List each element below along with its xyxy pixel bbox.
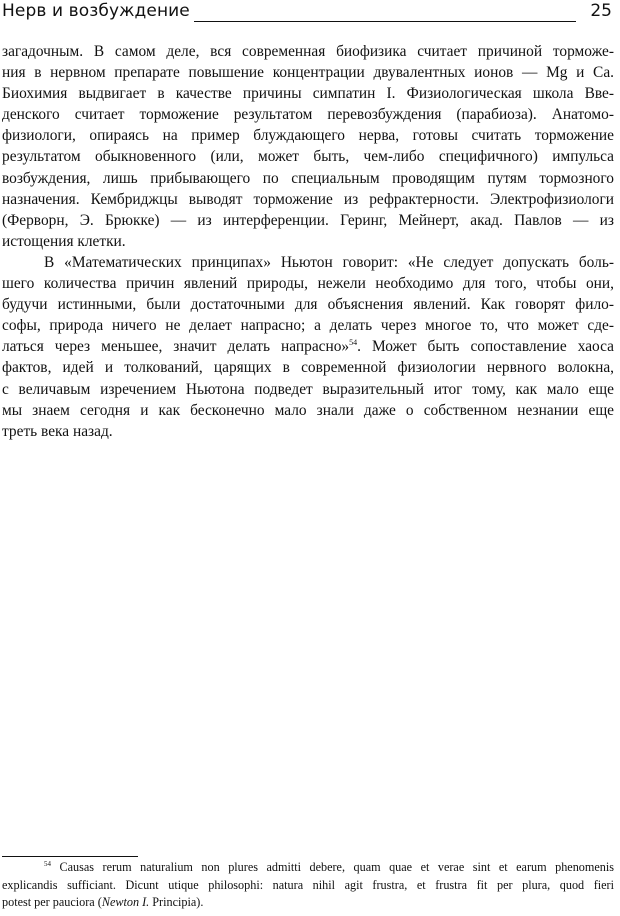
page-header <box>0 0 620 26</box>
text-line: ния в нервном препарате повышение концентрации двувалентных ионов — Mg и Ca. <box>2 64 614 82</box>
footnote-number: 54 <box>44 860 51 868</box>
footnote-rule <box>2 856 138 857</box>
text-line: фактов, идей и толкований, царящих в современной физиологии нервного волокна, <box>2 359 614 377</box>
header-rule <box>194 21 576 22</box>
text-line-with-footnote-ref <box>2 336 614 357</box>
footnote-author: Newton I. <box>101 895 150 910</box>
text-line: В «Математических принципах» Ньютон говорит: «Не следует допускать боль- <box>44 253 614 271</box>
footnote-line <box>2 859 614 877</box>
page-number: 25 <box>590 1 612 21</box>
line-text: латься через меньшее, значит делать напрасно» <box>2 338 350 356</box>
text-line: денского считает торможение результатом перевозбуждения (парабиоза). Анатомо- <box>2 106 614 124</box>
text-line: результатом обыкновенного (или, может быть, чем-либо специфичного) импульса <box>2 148 614 166</box>
footnote-line: explicandis sufficiant. Dicunt utique philosophi: natura nihil agit frustra, et frustra fit per plura, quod fieri <box>2 877 614 892</box>
main-text <box>2 41 614 442</box>
line-text: Principia). <box>149 895 204 910</box>
text-line: возбуждения, лишь прибывающего по специальным проводящим путям тормозного <box>2 169 614 187</box>
running-title: Нерв и возбуждение <box>2 1 190 21</box>
footnote-ref[interactable]: 54 <box>349 338 358 348</box>
paragraph-1 <box>2 41 614 252</box>
text-line: Биохимия выдвигает в качестве причины симпатин I. Физиологическая школа Вве- <box>2 85 614 103</box>
footnote-54 <box>2 859 614 912</box>
text-line: шего количества причин явлений природы, нежели необходимо для того, чтобы они, <box>2 275 614 293</box>
text-line: загадочным. В самом деле, вся современная биофизика считает причиной торможе- <box>2 43 614 60</box>
line-text: potest per pauciora ( <box>2 895 102 910</box>
text-line: с величавым изречением Ньютона подведет выразительный итог тому, как мало еще <box>2 380 614 398</box>
text-line: истощения клетки. <box>2 232 126 250</box>
text-line: назначения. Кембриджцы выводят торможение из рефрактерности. Электрофизиологи <box>2 190 614 208</box>
text-line: софы, природа ничего не делает напрасно; а делать через многое то, что может сде- <box>2 317 614 335</box>
text-line: мы знаем сегодня и как бесконечно мало знали даже о собственном незнании еще <box>2 401 614 419</box>
text-line: будучи истинными, были достаточными для объяснения явлений. Как говорят фило- <box>2 296 614 314</box>
text-line: (Ферворн, Э. Брюкке) — из интерференции. Геринг, Мейнерт, акад. Павлов — из <box>2 211 614 229</box>
line-text: . Может быть сопоставление хаоса <box>357 338 614 356</box>
text-line: треть века назад. <box>2 422 113 440</box>
paragraph-2 <box>2 252 614 442</box>
line-text: Causas rerum naturalium non plures admitti debere, quam quae et verae sint et earum phenomenis <box>59 860 614 874</box>
text-line: физиологи, опираясь на пример блуждающего нерва, готовы считать торможение <box>2 127 614 145</box>
footnote-line <box>2 894 614 912</box>
